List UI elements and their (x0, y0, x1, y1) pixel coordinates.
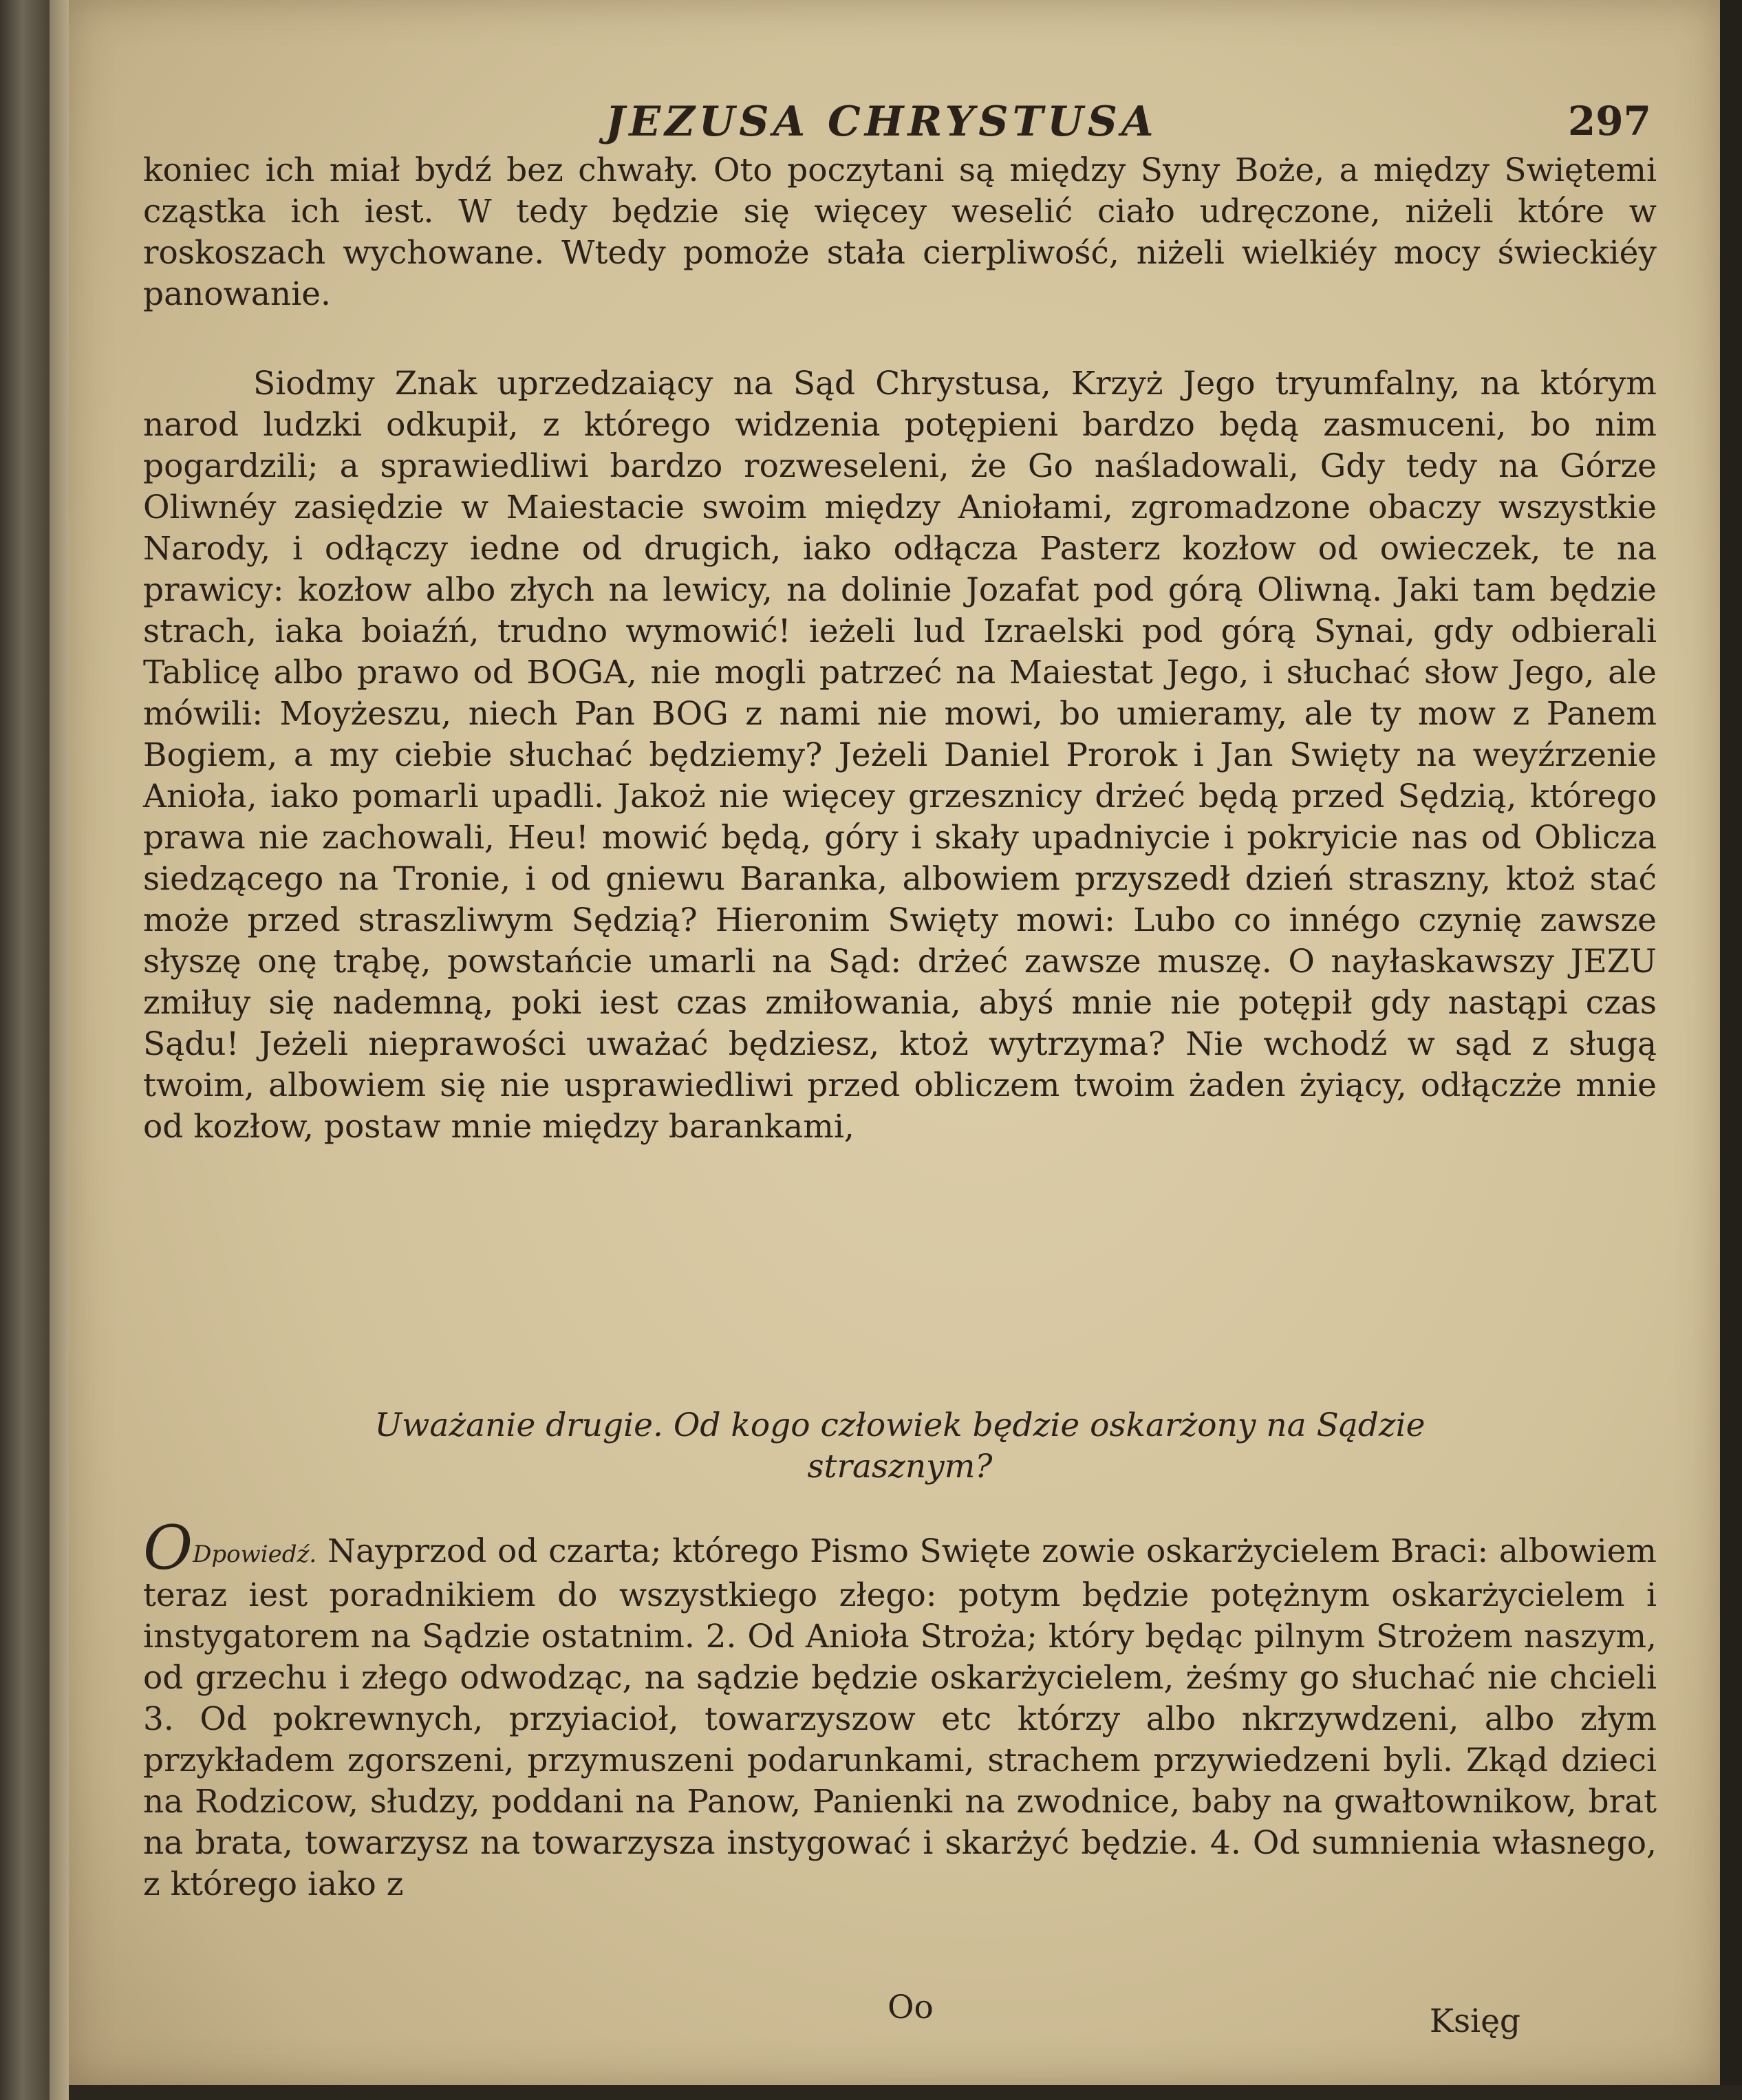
paragraph-2 (143, 363, 1657, 1148)
section-heading (143, 1405, 1657, 1488)
dropcap-letter: O (143, 1512, 193, 1583)
book-spine (0, 0, 50, 2100)
paragraph-text: koniec ich miał bydź bez chwały. Oto poczytani są między Syny Boże, a między Swiętemi cząstka ich iest. W tedy będzie się więcey weselić ciało udręczone, niżeli które w roskoszach wychowane. Wtedy pomoże stała cierpliwość, niżeli wielkiéy mocy świeckiéy panowanie. (143, 151, 1657, 313)
page-number: 297 (1567, 98, 1651, 144)
running-head: JEZUSA CHRYSTUSA (605, 98, 1158, 146)
bottom-edge (69, 2085, 1742, 2100)
book-page (69, 0, 1720, 2085)
page-header (69, 98, 1720, 146)
answer-text-container (143, 1512, 1657, 1905)
paragraph-text: Siodmy Znak uprzedzaiący na Sąd Chrystusa, Krzyż Jego tryumfalny, na którym narod ludzki odkupił, z którego widzenia potępieni bardzo będą zasmuceni, bo nim pogardzili; a sprawiedliwi bardzo rozweseleni, że Go naśladowali, Gdy tedy na Górze Oliwnéy zasiędzie w Maiestacie swoim między Aniołami, zgromadzone obaczy wszystkie Narody, i odłączy iedne od drugich, iako odłącza Pasterz kozłow od owieczek, te na prawicy: kozłow albo złych na lewicy, na dolinie Jozafat pod górą Oliwną. Jaki tam będzie strach, iaka boiaźń, trudno wymowić! ieżeli lud Izraelski pod górą Synai, gdy odbierali Tablicę albo prawo od BOGA, nie mogli patrzeć na Maiestat Jego, i słuchać słow Jego, ale mówili: Moyżeszu, niech Pan BOG z nami nie mowi, bo umieramy, ale ty mow z Panem Bogiem, a my ciebie słuchać będziemy? Jeżeli Daniel Prorok i Jan Swięty na weyźrzenie Anioła, iako pomarli upadli. Jakoż nie więcey grzesznicy drżeć będą przed Sędzią, którego prawa nie zachowali, Heu! mowić będą, góry i skały upadniycie i pokryicie nas od Oblicza siedzącego na Tronie, i od gniewu Baranka, albowiem przyszedł dzień straszny, ktoż stać może przed straszliwym Sędzią? Hieronim Swięty mowi: Lubo co innégo czynię zawsze słyszę onę trąbę, powstańcie umarli na Sąd: drżeć zawsze muszę. O nayłaskawszy JEZU zmiłuy się nademną, poki iest czas zmiłowania, abyś mnie nie potępił gdy nastąpi czas Sądu! Jeżeli nieprawości uważać będziesz, ktoż wytrzyma? Nie wchodź w sąd z sługą twoim, albowiem się nie usprawiedliwi przed obliczem twoim żaden żyiący, odłączże mnie od kozłow, postaw mnie między barankami, (143, 365, 1657, 1146)
catchword: Księg (1429, 2002, 1520, 2040)
signature-mark: Oo (888, 1989, 934, 2026)
page-edge-strip (50, 0, 69, 2100)
answer-text: Nayprzod od czarta; którego Pismo Swięte zowie oskarżycielem Braci: albowiem teraz iest poradnikiem do wszystkiego złego: potym będzie potężnym oskarżycielem i instygatorem na Sądzie ostatnim. 2. Od Anioła Stroża; który będąc pilnym Strożem naszym, od grzechu i złego odwodząc, na sądzie będzie oskarżycielem, żeśmy go słuchać nie chcieli 3. Od pokrewnych, przyiacioł, towarzyszow etc którzy albo nkrzywdzeni, albo złym przykładem zgorszeni, przymuszeni podarunkami, strachem przywiedzeni byli. Zkąd dzieci na Rodzicow, słudzy, poddani na Panow, Panienki na zwodnice, baby na gwałtownikow, brat na brata, towarzysz na towarzysza instygować i skarżyć będzie. 4. Od sumnienia własnego, z którego iako z (143, 1532, 1657, 1903)
section-heading-line-2: strasznym? (807, 1448, 993, 1486)
right-edge (1720, 0, 1742, 2100)
dropcap-word: Dpowiedź. (193, 1541, 317, 1568)
answer-paragraph (143, 1512, 1657, 1905)
paragraph-1 (143, 150, 1657, 315)
section-heading-line-1: Uważanie drugie. Od kogo człowiek będzie oskarżony na Sądzie (374, 1406, 1426, 1444)
